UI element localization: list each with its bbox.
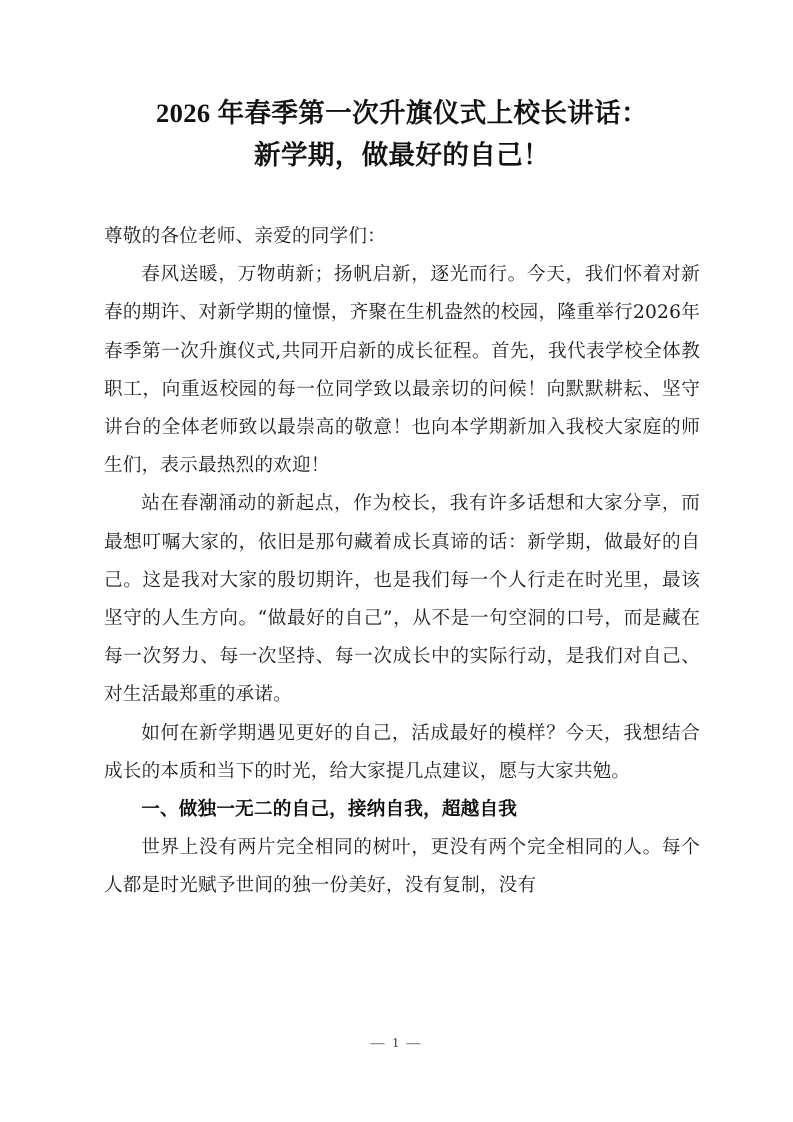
paragraph-1: 春风送暖，万物萌新；扬帆启新，逐光而行。今天，我们怀着对新春的期许、对新学期的憧憬，齐聚在生机盎然的校园，隆重举行2026年春季第一次升旗仪式,共同开启新的成长征程。首先，我代表学校全体教职工，向重返校园的每一位同学致以最亲切的问候！向默默耕耘、坚守讲台的全体老师致以最崇高的敬意！也向本学期新加入我校大家庭的师生们，表示最热烈的欢迎！: [104, 264, 700, 477]
page-title: [104, 92, 700, 176]
section-heading-1: 一、做独一无二的自己，接纳自我，超越自我: [141, 799, 518, 821]
document-body: [104, 92, 700, 906]
page-number-footer: — 1 —: [370, 1036, 423, 1051]
page-title-line-2: 新学期，做最好的自己！: [254, 140, 550, 170]
page-title-line-1: 2026 年春季第一次升旗仪式上校长讲话：: [155, 98, 649, 128]
paragraph-2: 站在春潮涌动的新起点，作为校长，我有许多话想和大家分享，而最想叮嘱大家的，依旧是那句藏着成长真谛的话：新学期，做最好的自己。这是我对大家的殷切期许，也是我们每一个人行走在时光里，最该坚守的人生方向。“做最好的自己”，从不是一句空洞的口号，而是藏在每一次努力、每一次坚持、每一次成长中的实际行动，是我们对自己、对生活最郑重的承诺。: [104, 493, 700, 706]
salutation: 尊敬的各位老师、亲爱的同学们：: [104, 226, 386, 247]
title-spacer: [104, 176, 700, 218]
section-1-paragraph: 世界上没有两片完全相同的树叶，更没有两个完全相同的人。每个人都是时光赋予世间的独一份美好，没有复制，没有: [104, 837, 700, 897]
paragraph-3: 如何在新学期遇见更好的自己，活成最好的模样？今天，我想结合成长的本质和当下的时光，给大家提几点建议，愿与大家共勉。: [104, 722, 700, 782]
